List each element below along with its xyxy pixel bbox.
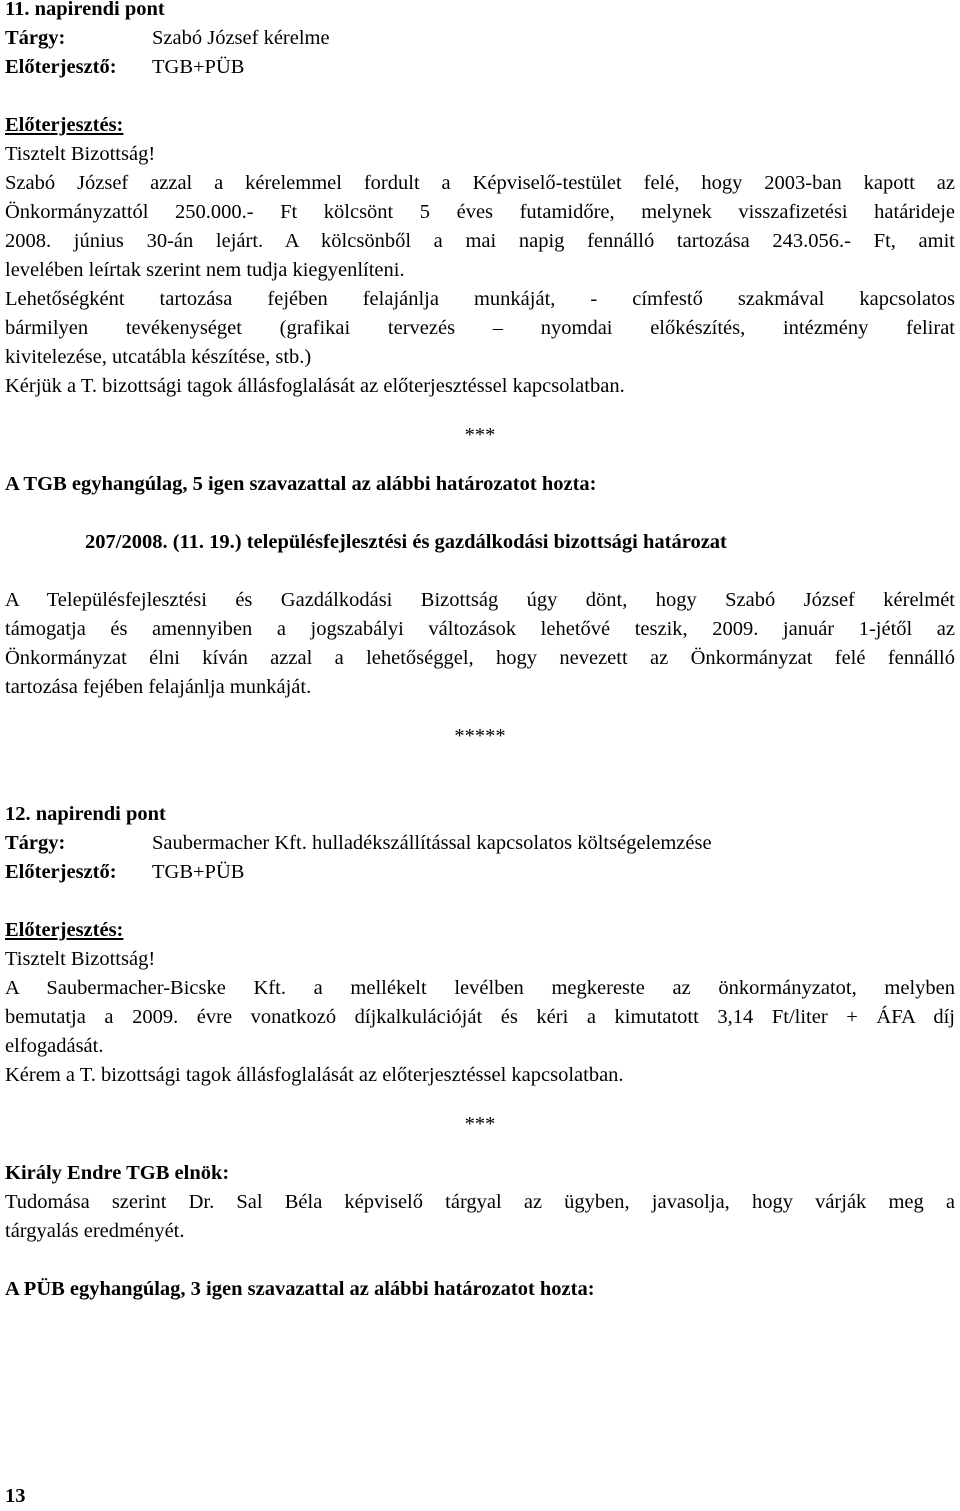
speaker-12: Király Endre TGB elnök: bbox=[5, 1162, 230, 1184]
agenda-heading-11: 11. napirendi pont bbox=[5, 0, 165, 20]
vote-11: A TGB egyhangúlag, 5 igen szavazattal az alábbi határozatot hozta: bbox=[5, 473, 597, 495]
separator-12: *** bbox=[464, 1113, 496, 1135]
presenter-value: TGB+PÜB bbox=[152, 861, 245, 883]
text-line: Szabó József azzal a kérelemmel fordult a Képviselő-testület felé, hogy 2003-ban kapott az bbox=[5, 172, 955, 194]
subject-row-11 bbox=[5, 24, 955, 53]
speech-12 bbox=[5, 1188, 955, 1246]
presenter-label: Előterjesztő: bbox=[5, 56, 117, 78]
text-line: levelében leírtak szerint nem tudja kiegyenlíteni. bbox=[5, 259, 405, 281]
paragraph-12-1 bbox=[5, 974, 955, 1061]
text-line: tartozása fejében felajánlja munkáját. bbox=[5, 676, 312, 698]
greeting-11: Tisztelt Bizottság! bbox=[5, 143, 156, 165]
presenter-row-12 bbox=[5, 858, 955, 887]
paragraph-11-2 bbox=[5, 285, 955, 372]
text-line: A Településfejlesztési és Gazdálkodási Bizottság úgy dönt, hogy Szabó József kérelmét bbox=[5, 589, 955, 611]
end-separator-11: ***** bbox=[454, 725, 506, 747]
greeting-12: Tisztelt Bizottság! bbox=[5, 948, 156, 970]
resolution-text-11 bbox=[5, 586, 955, 702]
text-line: támogatja és amennyiben a jogszabályi változások lehetővé teszik, 2009. január 1-jétől az bbox=[5, 618, 955, 640]
text-line: bemutatja a 2009. évre vonatkozó díjkalkulációját és kéri a kimutatott 3,14 Ft/liter + ÁFA díj bbox=[5, 1006, 955, 1028]
request-12: Kérem a T. bizottsági tagok állásfoglalását az előterjesztéssel kapcsolatban. bbox=[5, 1064, 624, 1086]
text-line: 2008. június 30-án lejárt. A kölcsönből a mai napig fennálló tartozása 243.056.- Ft, amit bbox=[5, 230, 955, 252]
presenter-value: TGB+PÜB bbox=[152, 56, 245, 78]
proposal-label-11: Előterjesztés: bbox=[5, 114, 124, 136]
request-11: Kérjük a T. bizottsági tagok állásfoglalását az előterjesztéssel kapcsolatban. bbox=[5, 375, 625, 397]
document-page bbox=[5, 0, 955, 1304]
text-line: tárgyalás eredményét. bbox=[5, 1220, 185, 1242]
text-line: A Saubermacher-Bicske Kft. a mellékelt levélben megkereste az önkormányzatot, melyben bbox=[5, 977, 955, 999]
subject-value: Szabó József kérelme bbox=[152, 27, 330, 49]
text-line: Önkormányzat élni kíván azzal a lehetőséggel, hogy nevezett az Önkormányzat felé fennálló bbox=[5, 647, 955, 669]
separator-11: *** bbox=[464, 424, 496, 446]
subject-value: Saubermacher Kft. hulladékszállítással kapcsolatos költségelemzése bbox=[152, 832, 712, 854]
text-line: bármilyen tevékenységet (grafikai tervezés – nyomdai előkészítés, intézmény felirat bbox=[5, 317, 955, 339]
text-line: Önkormányzattól 250.000.- Ft kölcsönt 5 éves futamidőre, melynek visszafizetési határideje bbox=[5, 201, 955, 223]
text-line: elfogadását. bbox=[5, 1035, 104, 1057]
text-line: kivitelezése, utcatábla készítése, stb.) bbox=[5, 346, 312, 368]
text-line: Tudomása szerint Dr. Sal Béla képviselő tárgyal az ügyben, javasolja, hogy várják meg a bbox=[5, 1191, 955, 1213]
vote-12: A PÜB egyhangúlag, 3 igen szavazattal az alábbi határozatot hozta: bbox=[5, 1278, 595, 1300]
subject-label: Tárgy: bbox=[5, 832, 66, 854]
paragraph-11-1 bbox=[5, 169, 955, 285]
agenda-heading-12: 12. napirendi pont bbox=[5, 803, 166, 825]
proposal-label-12: Előterjesztés: bbox=[5, 919, 124, 941]
subject-row-12 bbox=[5, 829, 955, 858]
text-line: Lehetőségként tartozása fejében felajánlja munkáját, - címfestő szakmával kapcsolatos bbox=[5, 288, 955, 310]
presenter-label: Előterjesztő: bbox=[5, 861, 117, 883]
resolution-title-11: 207/2008. (11. 19.) településfejlesztési és gazdálkodási bizottsági határozat bbox=[85, 531, 727, 553]
presenter-row-11 bbox=[5, 53, 955, 82]
page-number: 13 bbox=[5, 1485, 26, 1507]
subject-label: Tárgy: bbox=[5, 27, 66, 49]
